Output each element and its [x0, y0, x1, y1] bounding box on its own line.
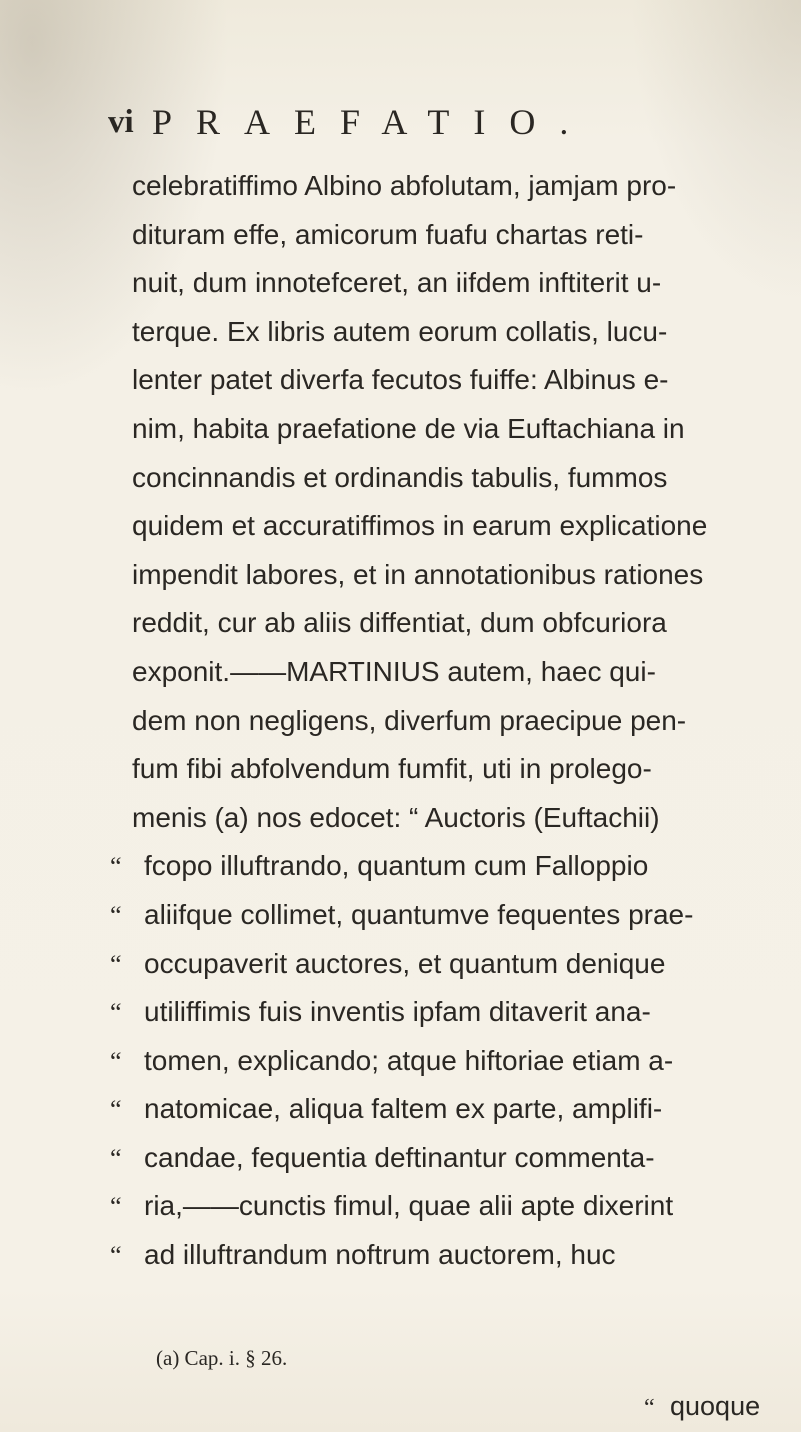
quoted-text-line: “ utiliffimis fuis inventis ipfam ditaverit ana- [110, 988, 782, 1037]
text-line: fum fibi abfolvendum fumfit, uti in prolego- [132, 753, 652, 785]
body-text [132, 162, 782, 1280]
text-line: exponit.——MARTINIUS autem, haec qui- [132, 655, 656, 687]
text-line: reddit, cur ab aliis diffentiat, dum obfcuriora [132, 607, 667, 639]
quoted-text-line: “ ad illuftrandum noftrum auctorem, huc [110, 1231, 782, 1280]
quoted-text-line: “ tomen, explicando; atque hiftoriae etiam a- [110, 1037, 782, 1086]
quoted-text-line: “ occupaverit auctores, et quantum denique [110, 940, 782, 989]
text-line: menis (a) nos edocet: “ Auctoris (Euftachii) [132, 801, 660, 833]
quoted-text-line: “ candae, fequentia deftinantur commenta- [110, 1134, 782, 1183]
text-line: impendit labores, et in annotationibus rationes [132, 558, 704, 590]
quoted-text-line: “ aliifque collimet, quantumve fequentes prae- [110, 891, 782, 940]
text-line: lenter patet diverfa fecutos fuiffe: Albinus e- [132, 364, 669, 396]
page-number: vi [108, 104, 134, 140]
running-title: PRAEFATIO. [152, 102, 593, 142]
footnote: (a) Cap. i. § 26. [156, 1346, 288, 1370]
text-line: dem non negligens, diverfum praecipue pen- [132, 704, 687, 736]
catchword: “ quoque [644, 1386, 760, 1428]
text-line: nim, habita praefatione de via Euftachiana in [132, 412, 685, 444]
page-header [108, 100, 668, 144]
text-line: quidem et accuratiffimos in earum explicatione [132, 510, 708, 542]
text-line: terque. Ex libris autem eorum collatis, lucu- [132, 315, 668, 347]
quoted-text-line: “ natomicae, aliqua faltem ex parte, amplifi- [110, 1085, 782, 1134]
text-line: nuit, dum innotefceret, an iifdem inftiterit u- [132, 267, 662, 299]
text-line: celebratiffimo Albino abfolutam, jamjam pro- [132, 170, 677, 201]
quoted-text-line: “ ria,——cunctis fimul, quae alii apte dixerint [110, 1182, 782, 1231]
text-line: concinnandis et ordinandis tabulis, fummos [132, 461, 668, 493]
quoted-text-line: “ fcopo illuftrando, quantum cum Falloppio [110, 842, 782, 891]
text-line: dituram effe, amicorum fuafu chartas reti- [132, 218, 644, 250]
